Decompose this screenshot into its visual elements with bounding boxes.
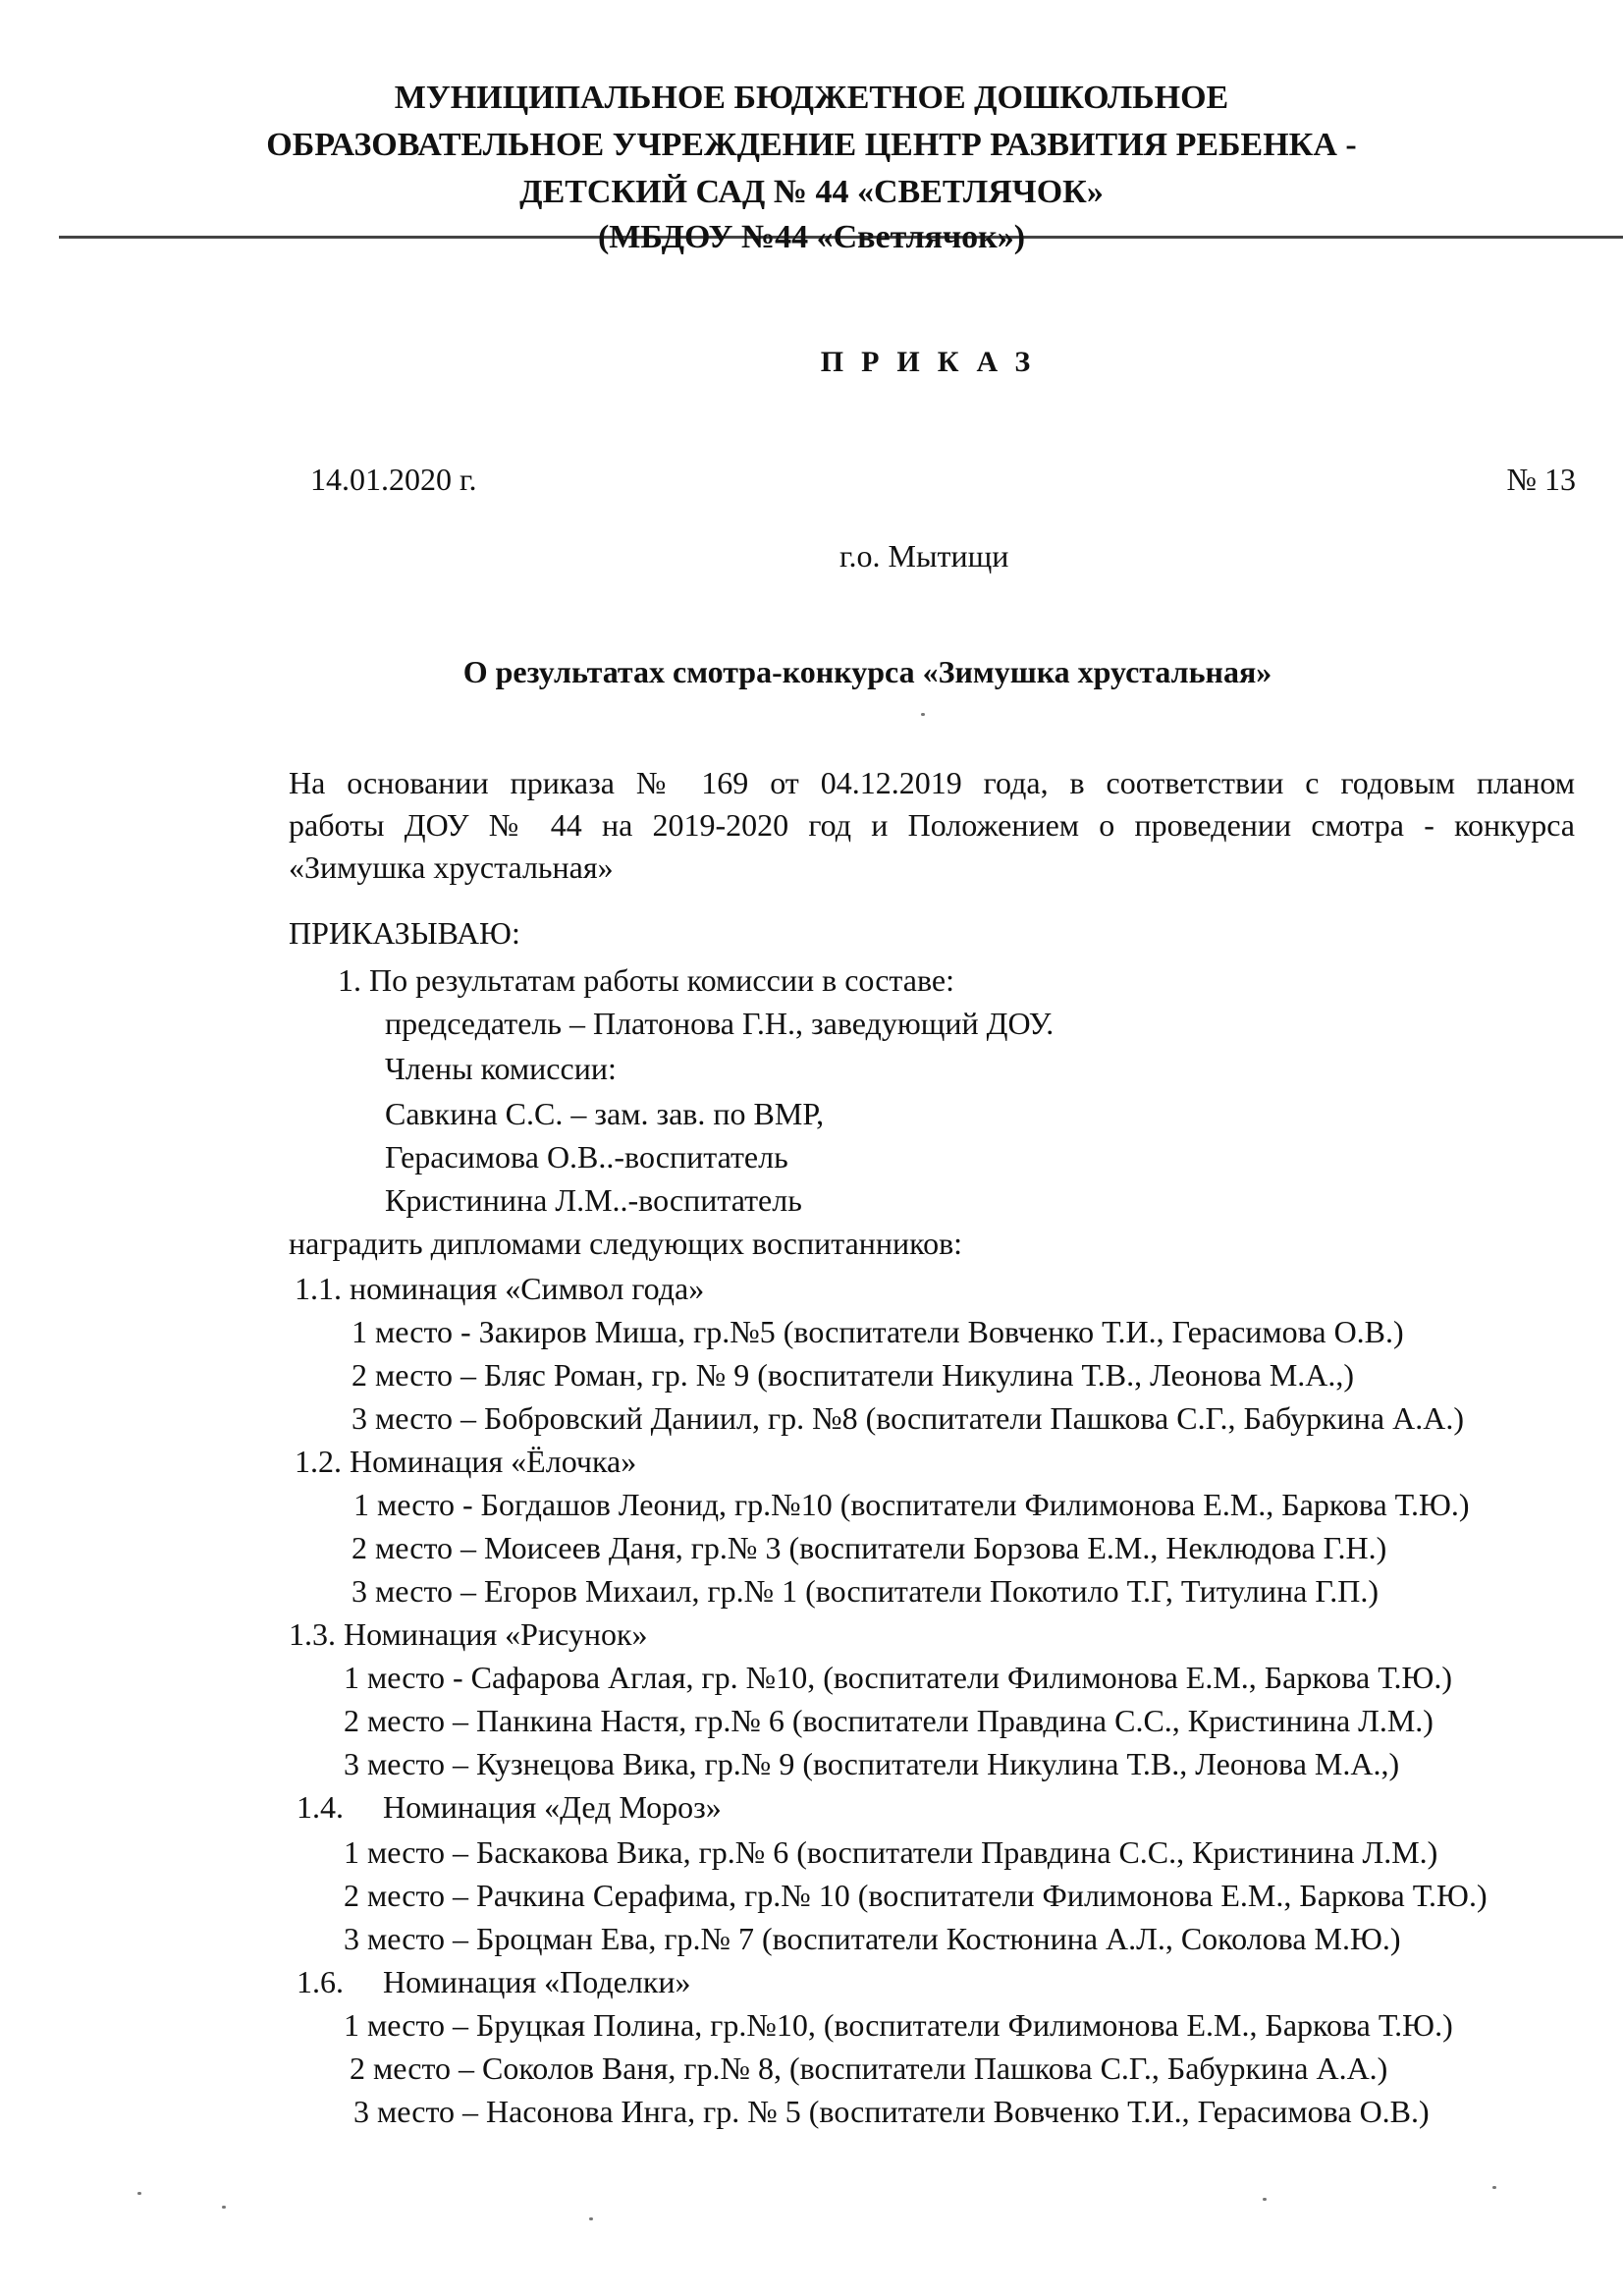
org-name-line-3: ДЕТСКИЙ САД № 44 «СВЕТЛЯЧОК» <box>519 174 1104 210</box>
order-number: № 13 <box>1506 462 1576 497</box>
basis-line: На основании приказа № 169 от 04.12.2019 года, в соответствии с годовым планом <box>289 765 1575 800</box>
award-place: 3 место – Егоров Михаил, гр.№ 1 (воспитатели Покотило Т.Г, Титулина Г.П.) <box>352 1573 1379 1609</box>
order-date: 14.01.2020 г. <box>310 462 477 497</box>
org-name-line-2: ОБРАЗОВАТЕЛЬНОЕ УЧРЕЖДЕНИЕ ЦЕНТР РАЗВИТИЯ РЕБЕНКА - <box>266 127 1357 163</box>
document-title: ПРИКАЗ <box>820 346 1049 378</box>
award-place: 1 место – Бруцкая Полина, гр.№10, (воспитатели Филимонова Е.М., Баркова Т.Ю.) <box>344 2007 1453 2043</box>
award-place: 3 место – Кузнецова Вика, гр.№ 9 (воспитатели Никулина Т.В., Леонова М.А.,) <box>344 1746 1400 1781</box>
award-intro: наградить дипломами следующих воспитанников: <box>289 1226 963 1261</box>
award-place: 3 место – Насонова Инга, гр. № 5 (воспитатели Вовченко Т.И., Герасимова О.В.) <box>353 2094 1430 2129</box>
scan-speck <box>921 713 925 716</box>
nomination-title: 1.4. Номинация «Дед Мороз» <box>297 1789 722 1825</box>
order-subject: О результатах смотра-конкурса «Зимушка хрустальная» <box>462 654 1272 689</box>
award-place: 1 место - Закиров Миша, гр.№5 (воспитатели Вовченко Т.И., Герасимова О.В.) <box>352 1314 1404 1349</box>
nomination-title: 1.2. Номинация «Ёлочка» <box>295 1444 637 1479</box>
scan-speck <box>137 2192 141 2195</box>
order-city: г.о. Мытищи <box>839 538 1009 574</box>
org-name-line-1: МУНИЦИПАЛЬНОЕ БЮДЖЕТНОЕ ДОШКОЛЬНОЕ <box>394 80 1229 116</box>
award-place: 2 место – Соколов Ваня, гр.№ 8, (воспитатели Пашкова С.Г., Бабуркина А.А.) <box>350 2050 1388 2086</box>
nomination-title: 1.6. Номинация «Поделки» <box>297 1964 691 1999</box>
award-place: 1 место - Сафарова Аглая, гр. №10, (воспитатели Филимонова Е.М., Баркова Т.Ю.) <box>344 1660 1453 1695</box>
order-basis <box>289 762 1575 889</box>
award-place: 2 место – Панкина Настя, гр.№ 6 (воспитатели Правдина С.С., Кристинина Л.М.) <box>344 1703 1434 1738</box>
commission-member: Герасимова О.В..-воспитатель <box>385 1139 788 1175</box>
scan-speck <box>222 2206 226 2209</box>
award-place: 1 место - Богдашов Леонид, гр.№10 (воспитатели Филимонова Е.М., Баркова Т.Ю.) <box>353 1487 1470 1522</box>
org-short-name: (МБДОУ №44 «Светлячок») <box>597 219 1026 255</box>
basis-line: «Зимушка хрустальная» <box>289 849 614 885</box>
item-1-text: 1. По результатам работы комиссии в составе: <box>338 962 954 998</box>
scan-speck <box>1263 2198 1267 2201</box>
award-place: 2 место – Рачкина Серафима, гр.№ 10 (воспитатели Филимонова Е.М., Баркова Т.Ю.) <box>344 1878 1488 1913</box>
commission-member: Кристинина Л.М..-воспитатель <box>385 1182 802 1218</box>
commission-member: Савкина С.С. – зам. зав. по ВМР, <box>385 1096 825 1131</box>
order-word: ПРИКАЗЫВАЮ: <box>289 915 520 951</box>
basis-line: работы ДОУ № 44 на 2019-2020 год и Положением о проведении смотра - конкурса <box>289 807 1575 843</box>
nomination-title: 1.1. номинация «Символ года» <box>295 1271 705 1306</box>
commission-members-label: Члены комиссии: <box>385 1051 617 1086</box>
award-place: 1 место – Баскакова Вика, гр.№ 6 (воспитатели Правдина С.С., Кристинина Л.М.) <box>344 1834 1438 1870</box>
commission-chair: председатель – Платонова Г.Н., заведующий ДОУ. <box>385 1006 1055 1041</box>
award-place: 2 место – Моисеев Даня, гр.№ 3 (воспитатели Борзова Е.М., Неклюдова Г.Н.) <box>352 1530 1387 1565</box>
nomination-title: 1.3. Номинация «Рисунок» <box>289 1616 648 1652</box>
award-place: 3 место – Бобровский Даниил, гр. №8 (воспитатели Пашкова С.Г., Бабуркина А.А.) <box>352 1400 1464 1436</box>
award-place: 3 место – Броцман Ева, гр.№ 7 (воспитатели Костюнина А.Л., Соколова М.Ю.) <box>344 1921 1401 1956</box>
scan-speck <box>1492 2186 1496 2189</box>
award-place: 2 место – Бляс Роман, гр. № 9 (воспитатели Никулина Т.В., Леонова М.А.,) <box>352 1357 1355 1393</box>
scan-speck <box>589 2217 593 2220</box>
